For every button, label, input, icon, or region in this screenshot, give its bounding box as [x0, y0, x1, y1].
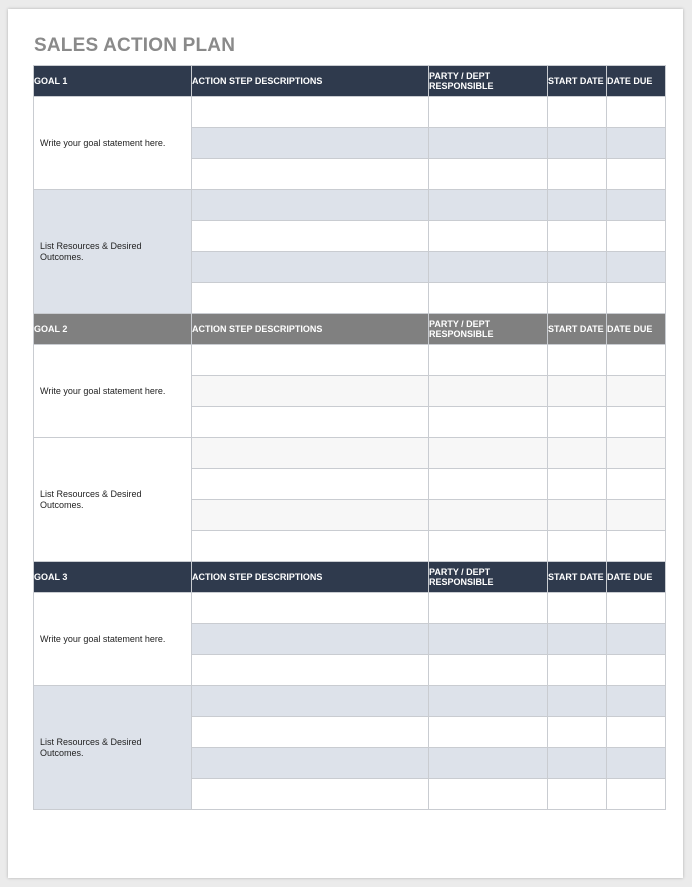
start-date-column-header: START DATE [548, 314, 607, 345]
action-step-cell[interactable] [192, 624, 429, 655]
date-due-cell[interactable] [607, 469, 666, 500]
date-due-cell[interactable] [607, 407, 666, 438]
party-cell[interactable] [429, 500, 548, 531]
date-due-cell[interactable] [607, 593, 666, 624]
action-step-cell[interactable] [192, 97, 429, 128]
start-date-cell[interactable] [548, 159, 607, 190]
table-row [34, 345, 666, 376]
action-step-cell[interactable] [192, 159, 429, 190]
start-date-cell[interactable] [548, 97, 607, 128]
table-row [34, 438, 666, 469]
action-step-cell[interactable] [192, 531, 429, 562]
party-column-header: PARTY / DEPT RESPONSIBLE [429, 314, 548, 345]
goal-header-row [34, 314, 666, 345]
goal-header-row [34, 66, 666, 97]
start-date-cell[interactable] [548, 376, 607, 407]
date-due-column-header: DATE DUE [607, 314, 666, 345]
table-row [34, 593, 666, 624]
start-date-cell[interactable] [548, 531, 607, 562]
date-due-cell[interactable] [607, 624, 666, 655]
start-date-cell[interactable] [548, 717, 607, 748]
action-column-header: ACTION STEP DESCRIPTIONS [192, 66, 429, 97]
start-date-cell[interactable] [548, 624, 607, 655]
party-cell[interactable] [429, 717, 548, 748]
goal-header-row [34, 562, 666, 593]
start-date-cell[interactable] [548, 190, 607, 221]
action-step-cell[interactable] [192, 469, 429, 500]
date-due-cell[interactable] [607, 717, 666, 748]
start-date-cell[interactable] [548, 221, 607, 252]
party-cell[interactable] [429, 376, 548, 407]
start-date-cell[interactable] [548, 438, 607, 469]
action-step-cell[interactable] [192, 438, 429, 469]
date-due-cell[interactable] [607, 283, 666, 314]
action-step-cell[interactable] [192, 252, 429, 283]
start-date-column-header: START DATE [548, 66, 607, 97]
start-date-cell[interactable] [548, 779, 607, 810]
goal-statement-cell[interactable]: Write your goal statement here. [34, 97, 192, 190]
action-step-cell[interactable] [192, 345, 429, 376]
date-due-cell[interactable] [607, 531, 666, 562]
party-cell[interactable] [429, 624, 548, 655]
action-column-header: ACTION STEP DESCRIPTIONS [192, 314, 429, 345]
start-date-cell[interactable] [548, 469, 607, 500]
goal-label: GOAL 1 [34, 66, 192, 97]
party-cell[interactable] [429, 190, 548, 221]
date-due-cell[interactable] [607, 655, 666, 686]
table-row [34, 190, 666, 221]
goal-label: GOAL 2 [34, 314, 192, 345]
goal-label: GOAL 3 [34, 562, 192, 593]
action-plan-table [33, 65, 666, 810]
date-due-cell[interactable] [607, 252, 666, 283]
date-due-cell[interactable] [607, 97, 666, 128]
date-due-cell[interactable] [607, 686, 666, 717]
start-date-cell[interactable] [548, 252, 607, 283]
party-cell[interactable] [429, 593, 548, 624]
action-step-cell[interactable] [192, 128, 429, 159]
date-due-cell[interactable] [607, 221, 666, 252]
party-cell[interactable] [429, 128, 548, 159]
party-cell[interactable] [429, 438, 548, 469]
date-due-cell[interactable] [607, 748, 666, 779]
start-date-cell[interactable] [548, 748, 607, 779]
date-due-cell[interactable] [607, 159, 666, 190]
action-step-cell[interactable] [192, 221, 429, 252]
party-cell[interactable] [429, 748, 548, 779]
party-column-header: PARTY / DEPT RESPONSIBLE [429, 66, 548, 97]
action-step-cell[interactable] [192, 283, 429, 314]
action-step-cell[interactable] [192, 748, 429, 779]
start-date-cell[interactable] [548, 283, 607, 314]
party-cell[interactable] [429, 252, 548, 283]
start-date-cell[interactable] [548, 593, 607, 624]
party-cell[interactable] [429, 779, 548, 810]
date-due-cell[interactable] [607, 190, 666, 221]
action-step-cell[interactable] [192, 593, 429, 624]
party-cell[interactable] [429, 97, 548, 128]
resources-cell[interactable]: List Resources & Desired Outcomes. [34, 438, 192, 562]
party-cell[interactable] [429, 655, 548, 686]
start-date-cell[interactable] [548, 128, 607, 159]
resources-cell[interactable]: List Resources & Desired Outcomes. [34, 686, 192, 810]
start-date-cell[interactable] [548, 345, 607, 376]
table-row [34, 97, 666, 128]
action-step-cell[interactable] [192, 779, 429, 810]
date-due-cell[interactable] [607, 438, 666, 469]
party-cell[interactable] [429, 345, 548, 376]
page-title: SALES ACTION PLAN [34, 35, 236, 56]
date-due-cell[interactable] [607, 779, 666, 810]
date-due-cell[interactable] [607, 376, 666, 407]
start-date-cell[interactable] [548, 655, 607, 686]
resources-cell[interactable]: List Resources & Desired Outcomes. [34, 190, 192, 314]
goal-statement-cell[interactable]: Write your goal statement here. [34, 593, 192, 686]
action-step-cell[interactable] [192, 500, 429, 531]
action-step-cell[interactable] [192, 686, 429, 717]
date-due-cell[interactable] [607, 128, 666, 159]
party-cell[interactable] [429, 686, 548, 717]
action-step-cell[interactable] [192, 190, 429, 221]
table-row [34, 686, 666, 717]
start-date-column-header: START DATE [548, 562, 607, 593]
start-date-cell[interactable] [548, 500, 607, 531]
goal-statement-cell[interactable]: Write your goal statement here. [34, 345, 192, 438]
action-column-header: ACTION STEP DESCRIPTIONS [192, 562, 429, 593]
party-cell[interactable] [429, 469, 548, 500]
action-step-cell[interactable] [192, 655, 429, 686]
date-due-column-header: DATE DUE [607, 66, 666, 97]
action-step-cell[interactable] [192, 407, 429, 438]
party-cell[interactable] [429, 407, 548, 438]
party-cell[interactable] [429, 531, 548, 562]
date-due-cell[interactable] [607, 500, 666, 531]
action-step-cell[interactable] [192, 376, 429, 407]
action-step-cell[interactable] [192, 717, 429, 748]
party-cell[interactable] [429, 159, 548, 190]
document-page [8, 9, 683, 878]
party-column-header: PARTY / DEPT RESPONSIBLE [429, 562, 548, 593]
start-date-cell[interactable] [548, 686, 607, 717]
date-due-column-header: DATE DUE [607, 562, 666, 593]
date-due-cell[interactable] [607, 345, 666, 376]
start-date-cell[interactable] [548, 407, 607, 438]
party-cell[interactable] [429, 283, 548, 314]
party-cell[interactable] [429, 221, 548, 252]
